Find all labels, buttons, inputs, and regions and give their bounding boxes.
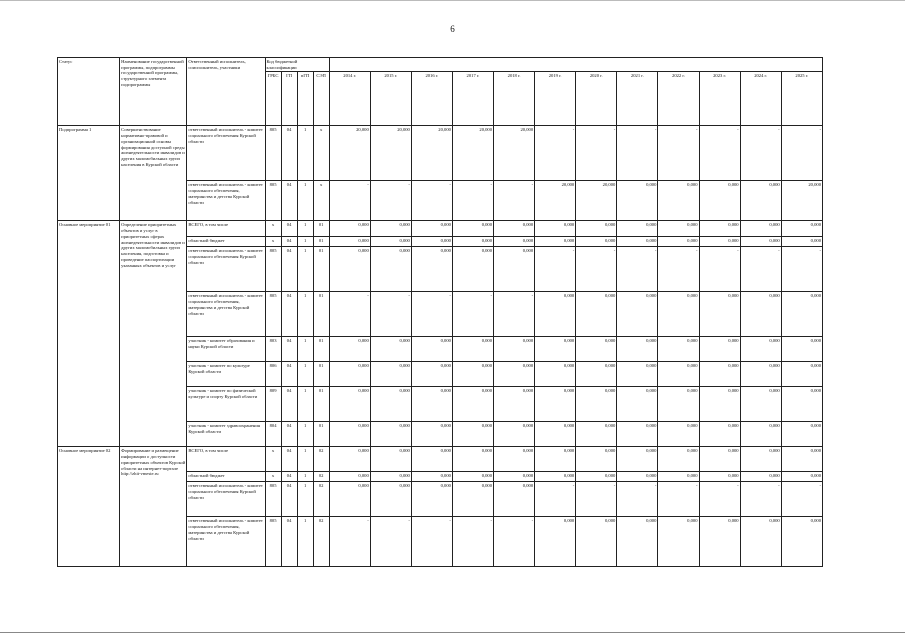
year-value-cell: 0,000: [576, 337, 617, 362]
year-value-cell: 0,000: [411, 387, 452, 422]
header-code-col: ГП: [281, 72, 297, 126]
year-value-cell: -: [658, 482, 699, 517]
year-value-cell: 0,000: [740, 237, 781, 247]
year-value-cell: 0,000: [329, 482, 370, 517]
sep-cell: х: [313, 181, 329, 221]
year-value-cell: 0,000: [370, 482, 411, 517]
year-value-cell: -: [576, 482, 617, 517]
gp-cell: 04: [281, 337, 297, 362]
year-value-cell: 0,000: [576, 237, 617, 247]
year-value-cell: 0,000: [535, 337, 576, 362]
scan-bottom-edge: [0, 632, 905, 633]
header-year: 2014 г.: [329, 72, 370, 126]
year-value-cell: 0,000: [740, 292, 781, 337]
year-value-cell: 0,000: [617, 472, 658, 482]
grbs-cell: 805: [265, 181, 281, 221]
year-value-cell: 0,000: [329, 247, 370, 292]
year-value-cell: 20,000: [452, 126, 493, 181]
pgp-cell: 1: [297, 482, 313, 517]
year-value-cell: 0,000: [452, 237, 493, 247]
header-year: 2025 г.: [781, 72, 822, 126]
year-value-cell: 0,000: [576, 362, 617, 387]
year-value-cell: 0,000: [329, 221, 370, 237]
gp-cell: 04: [281, 447, 297, 472]
year-value-cell: 0,000: [411, 247, 452, 292]
year-value-cell: -: [329, 292, 370, 337]
year-value-cell: 0,000: [411, 472, 452, 482]
year-value-cell: -: [658, 126, 699, 181]
year-value-cell: 0,000: [535, 292, 576, 337]
responsible-cell: ответственный исполнитель - комитет социального обеспечения Курской области: [187, 126, 265, 181]
gp-cell: 04: [281, 221, 297, 237]
pgp-cell: 1: [297, 387, 313, 422]
year-value-cell: -: [452, 181, 493, 221]
year-value-cell: 0,000: [658, 337, 699, 362]
name-cell: Формирование и размещение информации о доступности приоритетных объектов Курской области на интернет-портале http://zhit-vmeste.ru: [120, 447, 187, 567]
year-value-cell: 20,000: [535, 181, 576, 221]
year-value-cell: 0,000: [370, 221, 411, 237]
year-value-cell: -: [781, 482, 822, 517]
year-value-cell: 0,000: [535, 237, 576, 247]
year-value-cell: -: [617, 126, 658, 181]
year-value-cell: -: [494, 517, 535, 567]
year-value-cell: 0,000: [535, 422, 576, 447]
year-value-cell: 0,000: [617, 387, 658, 422]
year-value-cell: -: [370, 292, 411, 337]
year-value-cell: -: [740, 247, 781, 292]
year-value-cell: 0,000: [781, 337, 822, 362]
sep-cell: 01: [313, 387, 329, 422]
responsible-cell: ответственный исполнитель - комитет социального обеспечения, материнства и детства Курской области: [187, 517, 265, 567]
year-value-cell: 0,000: [658, 292, 699, 337]
gp-cell: 04: [281, 517, 297, 567]
year-value-cell: 0,000: [740, 362, 781, 387]
year-value-cell: 0,000: [329, 447, 370, 472]
year-value-cell: -: [535, 247, 576, 292]
year-value-cell: 0,000: [329, 337, 370, 362]
pgp-cell: 1: [297, 126, 313, 181]
year-value-cell: 0,000: [494, 422, 535, 447]
header-row-1: [58, 58, 823, 72]
year-value-cell: -: [781, 247, 822, 292]
year-value-cell: 0,000: [494, 387, 535, 422]
header-year: 2017 г.: [452, 72, 493, 126]
responsible-cell: участник - комитет образования и науки Курской области: [187, 337, 265, 362]
header-responsible: Ответственный исполнитель, соисполнитель, участники: [187, 58, 265, 126]
year-value-cell: 0,000: [452, 337, 493, 362]
header-year: 2015 г.: [370, 72, 411, 126]
sep-cell: 01: [313, 337, 329, 362]
year-value-cell: 0,000: [576, 387, 617, 422]
sep-cell: 01: [313, 247, 329, 292]
grbs-cell: 806: [265, 362, 281, 387]
header-year: 2024 г.: [740, 72, 781, 126]
year-value-cell: 0,000: [699, 422, 740, 447]
status-cell: Основное мероприятие 02: [58, 447, 120, 567]
year-value-cell: 0,000: [658, 517, 699, 567]
year-value-cell: 0,000: [370, 237, 411, 247]
sep-cell: х: [313, 126, 329, 181]
responsible-cell: ответственный исполнитель - комитет социального обеспечения, материнства и детства Курской области: [187, 292, 265, 337]
year-value-cell: -: [329, 517, 370, 567]
year-value-cell: 0,000: [452, 482, 493, 517]
year-value-cell: 0,000: [658, 362, 699, 387]
year-value-cell: 0,000: [699, 221, 740, 237]
responsible-cell: участник - комитет по культуре Курской области: [187, 362, 265, 387]
grbs-cell: 804: [265, 422, 281, 447]
year-value-cell: 0,000: [658, 472, 699, 482]
header-year: 2018 г.: [494, 72, 535, 126]
year-value-cell: 0,000: [494, 237, 535, 247]
year-value-cell: -: [494, 181, 535, 221]
grbs-cell: 805: [265, 482, 281, 517]
year-value-cell: 0,000: [781, 387, 822, 422]
year-value-cell: -: [740, 126, 781, 181]
year-value-cell: 0,000: [494, 362, 535, 387]
sep-cell: 02: [313, 447, 329, 472]
year-value-cell: 0,000: [452, 387, 493, 422]
year-value-cell: 0,000: [740, 221, 781, 237]
budget-table-sheet: [57, 57, 823, 602]
responsible-cell: областной бюджет: [187, 472, 265, 482]
year-value-cell: 0,000: [699, 387, 740, 422]
year-value-cell: 0,000: [781, 472, 822, 482]
grbs-cell: х: [265, 472, 281, 482]
sep-cell: 01: [313, 237, 329, 247]
year-value-cell: 0,000: [452, 422, 493, 447]
sep-cell: 01: [313, 292, 329, 337]
year-value-cell: 0,000: [617, 237, 658, 247]
year-value-cell: 0,000: [658, 422, 699, 447]
year-value-cell: 0,000: [370, 472, 411, 482]
year-value-cell: 0,000: [494, 472, 535, 482]
year-value-cell: 0,000: [658, 221, 699, 237]
year-value-cell: 0,000: [781, 362, 822, 387]
gp-cell: 04: [281, 472, 297, 482]
gp-cell: 04: [281, 482, 297, 517]
year-value-cell: -: [699, 126, 740, 181]
year-value-cell: 0,000: [329, 422, 370, 447]
year-value-cell: 0,000: [494, 247, 535, 292]
year-value-cell: 0,000: [370, 362, 411, 387]
year-value-cell: 0,000: [699, 181, 740, 221]
year-value-cell: 0,000: [740, 337, 781, 362]
pgp-cell: 1: [297, 292, 313, 337]
pgp-cell: 1: [297, 181, 313, 221]
table-row: [58, 126, 823, 181]
year-value-cell: 0,000: [535, 387, 576, 422]
year-value-cell: 0,000: [411, 362, 452, 387]
year-value-cell: -: [576, 126, 617, 181]
header-code-col: пГП: [297, 72, 313, 126]
year-value-cell: -: [411, 517, 452, 567]
year-value-cell: -: [452, 292, 493, 337]
year-value-cell: 0,000: [494, 221, 535, 237]
budget-table: [57, 57, 823, 567]
gp-cell: 04: [281, 247, 297, 292]
header-year: 2016 г.: [411, 72, 452, 126]
grbs-cell: х: [265, 237, 281, 247]
year-value-cell: 0,000: [535, 472, 576, 482]
gp-cell: 04: [281, 387, 297, 422]
year-value-cell: 0,000: [494, 447, 535, 472]
responsible-cell: ответственный исполнитель - комитет социального обеспечения, материнства и детства Курской области: [187, 181, 265, 221]
year-value-cell: 0,000: [617, 422, 658, 447]
responsible-cell: областной бюджет: [187, 237, 265, 247]
sep-cell: 02: [313, 517, 329, 567]
pgp-cell: 1: [297, 237, 313, 247]
year-value-cell: -: [535, 482, 576, 517]
sep-cell: 01: [313, 362, 329, 387]
gp-cell: 04: [281, 422, 297, 447]
year-value-cell: 0,000: [617, 221, 658, 237]
year-value-cell: 0,000: [617, 181, 658, 221]
year-value-cell: 20,000: [329, 126, 370, 181]
year-value-cell: 0,000: [617, 517, 658, 567]
header-year: 2023 г.: [699, 72, 740, 126]
responsible-cell: ВСЕГО, в том числе: [187, 221, 265, 237]
year-value-cell: 0,000: [411, 237, 452, 247]
year-value-cell: 0,000: [452, 247, 493, 292]
header-year: 2022 г.: [658, 72, 699, 126]
header-year: 2019 г.: [535, 72, 576, 126]
header-code-col: СЭП: [313, 72, 329, 126]
year-value-cell: 0,000: [370, 447, 411, 472]
year-value-cell: 0,000: [740, 472, 781, 482]
year-value-cell: -: [617, 482, 658, 517]
year-value-cell: 0,000: [329, 387, 370, 422]
year-value-cell: 0,000: [699, 472, 740, 482]
responsible-cell: участник - комитет по физической культуре и спорту Курской области: [187, 387, 265, 422]
year-value-cell: 0,000: [576, 472, 617, 482]
responsible-cell: ответственный исполнитель - комитет социального обеспечения Курской области: [187, 247, 265, 292]
year-value-cell: -: [781, 126, 822, 181]
gp-cell: 04: [281, 362, 297, 387]
year-value-cell: 0,000: [699, 517, 740, 567]
table-body: [58, 126, 823, 567]
year-value-cell: -: [617, 247, 658, 292]
year-value-cell: 0,000: [617, 447, 658, 472]
year-value-cell: 0,000: [781, 422, 822, 447]
grbs-cell: 805: [265, 292, 281, 337]
grbs-cell: х: [265, 447, 281, 472]
sep-cell: 01: [313, 221, 329, 237]
year-value-cell: 0,000: [576, 447, 617, 472]
year-value-cell: 0,000: [411, 422, 452, 447]
year-value-cell: -: [658, 247, 699, 292]
year-value-cell: 0,000: [494, 482, 535, 517]
year-value-cell: -: [411, 292, 452, 337]
year-value-cell: 0,000: [617, 337, 658, 362]
year-value-cell: 0,000: [411, 221, 452, 237]
year-value-cell: 0,000: [781, 292, 822, 337]
year-value-cell: 20,000: [411, 126, 452, 181]
year-value-cell: -: [740, 482, 781, 517]
gp-cell: 04: [281, 126, 297, 181]
year-value-cell: 20,000: [576, 181, 617, 221]
year-value-cell: 0,000: [740, 181, 781, 221]
pgp-cell: 1: [297, 422, 313, 447]
year-value-cell: 0,000: [535, 362, 576, 387]
year-value-cell: -: [699, 482, 740, 517]
page-number: 6: [450, 24, 455, 34]
year-value-cell: 0,000: [740, 422, 781, 447]
header-years-blank: [329, 58, 822, 72]
year-value-cell: 0,000: [740, 447, 781, 472]
year-value-cell: -: [329, 181, 370, 221]
grbs-cell: 809: [265, 387, 281, 422]
header-status: Статус: [58, 58, 120, 126]
header-name: Наименование государственной программы, подпрограммы государственной программы, структурного элемента подпрограммы: [120, 58, 187, 126]
year-value-cell: 0,000: [576, 422, 617, 447]
year-value-cell: -: [452, 517, 493, 567]
year-value-cell: 0,000: [329, 237, 370, 247]
year-value-cell: 0,000: [617, 292, 658, 337]
responsible-cell: участник - комитет здравоохранения Курской области: [187, 422, 265, 447]
header-code-col: ГРБС: [265, 72, 281, 126]
sep-cell: 02: [313, 482, 329, 517]
gp-cell: 04: [281, 181, 297, 221]
year-value-cell: 0,000: [658, 237, 699, 247]
year-value-cell: 0,000: [658, 181, 699, 221]
year-value-cell: 0,000: [740, 387, 781, 422]
table-row: [58, 221, 823, 237]
year-value-cell: 0,000: [370, 337, 411, 362]
header-year: 2021 г.: [617, 72, 658, 126]
pgp-cell: 1: [297, 472, 313, 482]
year-value-cell: 0,000: [781, 447, 822, 472]
name-cell: Совершенствование нормативно-правовой и организационной основы формирования доступной среды жизнедеятельности инвалидов и других маломобильных групп населения в Курской области: [120, 126, 187, 221]
year-value-cell: 0,000: [699, 237, 740, 247]
year-value-cell: 0,000: [535, 517, 576, 567]
gp-cell: 04: [281, 292, 297, 337]
sep-cell: 02: [313, 472, 329, 482]
header-budget-code: Код бюджетной классификации: [265, 58, 329, 72]
year-value-cell: 0,000: [781, 221, 822, 237]
name-cell: Определение приоритетных объектов и услуг в приоритетных сферах жизнедеятельности инвалидов и других маломобильных групп населения, подготовка и проведение паспортизации указанных объектов и услуг: [120, 221, 187, 447]
year-value-cell: 0,000: [494, 337, 535, 362]
year-value-cell: 0,000: [576, 292, 617, 337]
year-value-cell: 0,000: [576, 221, 617, 237]
year-value-cell: -: [370, 517, 411, 567]
grbs-cell: 805: [265, 126, 281, 181]
table-row: [58, 447, 823, 472]
year-value-cell: 0,000: [370, 247, 411, 292]
pgp-cell: 1: [297, 337, 313, 362]
header-year: 2020 г.: [576, 72, 617, 126]
year-value-cell: 20,000: [370, 126, 411, 181]
grbs-cell: х: [265, 221, 281, 237]
year-value-cell: -: [411, 181, 452, 221]
responsible-cell: ВСЕГО, в том числе: [187, 447, 265, 472]
year-value-cell: 0,000: [411, 337, 452, 362]
status-cell: Подпрограмма 1: [58, 126, 120, 221]
year-value-cell: -: [576, 247, 617, 292]
year-value-cell: 0,000: [781, 237, 822, 247]
year-value-cell: 0,000: [329, 362, 370, 387]
year-value-cell: 0,000: [452, 221, 493, 237]
year-value-cell: 0,000: [740, 517, 781, 567]
year-value-cell: -: [535, 126, 576, 181]
scan-top-edge: [0, 0, 905, 1]
year-value-cell: 0,000: [576, 517, 617, 567]
grbs-cell: 805: [265, 247, 281, 292]
year-value-cell: 0,000: [617, 362, 658, 387]
year-value-cell: 0,000: [781, 517, 822, 567]
year-value-cell: 0,000: [699, 447, 740, 472]
year-value-cell: 0,000: [699, 337, 740, 362]
responsible-cell: ответственный исполнитель - комитет социального обеспечения Курской области: [187, 482, 265, 517]
year-value-cell: 0,000: [699, 292, 740, 337]
year-value-cell: 0,000: [452, 472, 493, 482]
year-value-cell: 0,000: [411, 482, 452, 517]
year-value-cell: 0,000: [411, 447, 452, 472]
year-value-cell: 0,000: [699, 362, 740, 387]
year-value-cell: 0,000: [535, 221, 576, 237]
year-value-cell: 0,000: [370, 387, 411, 422]
status-cell: Основное мероприятие 01: [58, 221, 120, 447]
pgp-cell: 1: [297, 221, 313, 237]
year-value-cell: 0,000: [370, 422, 411, 447]
year-value-cell: 0,000: [658, 447, 699, 472]
pgp-cell: 1: [297, 247, 313, 292]
year-value-cell: 20,000: [494, 126, 535, 181]
year-value-cell: 0,000: [452, 362, 493, 387]
pgp-cell: 1: [297, 517, 313, 567]
year-value-cell: -: [494, 292, 535, 337]
year-value-cell: -: [699, 247, 740, 292]
year-value-cell: -: [370, 181, 411, 221]
grbs-cell: 805: [265, 517, 281, 567]
pgp-cell: 1: [297, 362, 313, 387]
sep-cell: 01: [313, 422, 329, 447]
year-value-cell: 0,000: [535, 447, 576, 472]
year-value-cell: 20,000: [781, 181, 822, 221]
year-value-cell: 0,000: [329, 472, 370, 482]
year-value-cell: 0,000: [658, 387, 699, 422]
gp-cell: 04: [281, 237, 297, 247]
grbs-cell: 803: [265, 337, 281, 362]
year-value-cell: 0,000: [452, 447, 493, 472]
pgp-cell: 1: [297, 447, 313, 472]
